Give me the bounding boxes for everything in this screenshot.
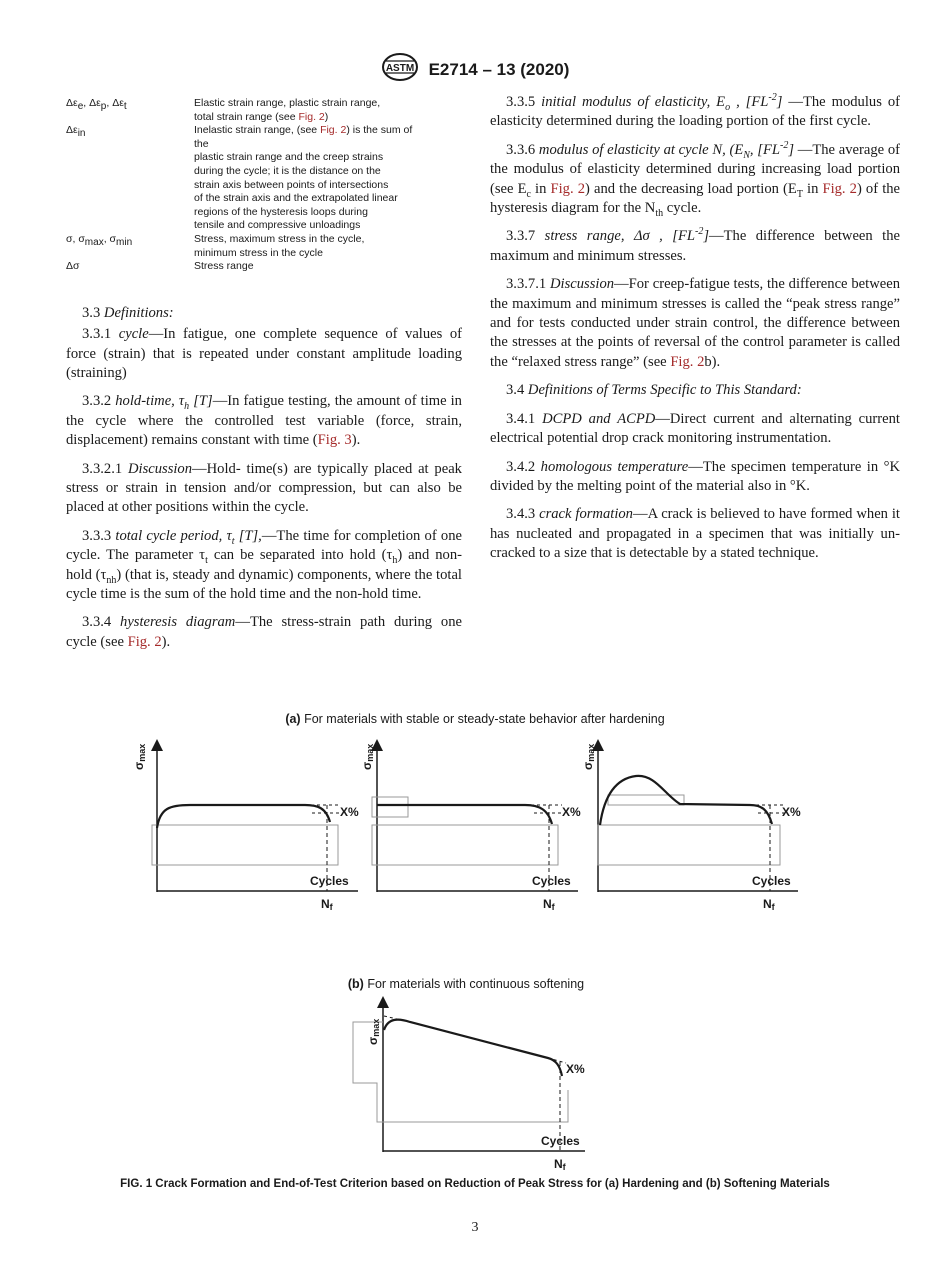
section-3-4-2: 3.4.2 homologous temperature—The specimen temperature in °K divided by the melting point of the material also in °K. — [490, 458, 900, 494]
plot-a1 — [132, 744, 359, 912]
figure-caption: FIG. 1 Crack Formation and End-of-Test Criterion based on Reduction of Peak Stress for (a) Hardening and (b) Softening Materials — [120, 1178, 830, 1190]
symbol-row — [66, 124, 462, 233]
symbol-table — [66, 97, 462, 274]
page-number: 3 — [471, 1220, 479, 1235]
fig-2-link[interactable]: Fig. 2 — [550, 180, 586, 197]
svg-text:X%: X% — [340, 805, 359, 819]
plot-a3 — [581, 744, 801, 912]
symbol-key: $\Delta\varepsilon_{in}$ — [66, 124, 86, 140]
symbol-description: Inelastic strain range, (see Fig. 2) is the sum of the plastic strain range and the creep strains during the cycle; it is the distance on the strain axis between points of intersections of the strain axis and the extrapolated linear regions of the hysteresis loops during tensile and compressive unloadings — [194, 124, 413, 232]
svg-text:σmax: σmax — [581, 743, 596, 770]
svg-text:X%: X% — [562, 805, 581, 819]
svg-text:Cycles: Cycles — [310, 874, 349, 888]
fig-2-link[interactable]: Fig. 2 — [127, 633, 162, 650]
fig-3-link[interactable]: Fig. 3 — [317, 432, 352, 449]
fig-2-link[interactable]: Fig. 2 — [298, 110, 325, 123]
figure-1-diagram — [0, 700, 950, 1180]
astm-logo — [381, 52, 419, 87]
symbol-row — [66, 97, 462, 124]
panel-a-title: (a) For materials with stable or steady-state behavior after hardening — [285, 712, 665, 726]
page-header — [0, 52, 950, 87]
section-3-4-3: 3.4.3 crack formation—A crack is believed to have formed when it has nucleated and propagated in a specimen that was initially un-cracked to a size that is detectable by a stated technique. — [490, 506, 900, 562]
symbol-key: σ, $\sigma_{max}$, $\sigma_{min}$ — [66, 232, 133, 249]
fig-2-link[interactable]: Fig. 2 — [822, 180, 857, 197]
section-3-3-2-1: 3.3.2.1 Discussion—Hold- time(s) are typically placed at peak stress or strain in tension and/or compression, but can also be placed at other positions within the cycle. — [66, 460, 462, 516]
panel-b-title: (b) For materials with continuous softening — [347, 977, 585, 991]
svg-text:Cycles: Cycles — [532, 874, 571, 888]
svg-text:Nf: Nf — [763, 897, 775, 912]
section-3-3-1: 3.3.1 cycle—In fatigue, one complete sequence of values of force (strain) that is repeated under constant amplitude loading (straining) — [66, 326, 462, 381]
svg-text:Cycles: Cycles — [752, 874, 791, 888]
symbol-row — [66, 260, 462, 274]
symbol-key: Δσ — [66, 260, 80, 273]
svg-text:σmax: σmax — [360, 743, 375, 770]
section-3-3-4: 3.3.4 hysteresis diagram—The stress-strain path during one cycle (see Fig. 2). — [66, 614, 463, 650]
figure-1 — [0, 700, 950, 1220]
svg-text:Nf: Nf — [543, 897, 555, 912]
section-3-3-2: 3.3.2 hold-time, $\tau_h$ [T]—In fatigue testing, the amount of time in the cycle where the controlled test variable (force, strain, displacement) remains constant with time (Fig. 3). — [66, 393, 462, 449]
section-3-3-3: 3.3.3 total cycle period, $\tau_t$ [T],—The time for completion of one cycle. The parameter $\tau_t$ can be separated into hold $(\tau_h)$ and non-hold $(\tau_{nh})$ (that is, steady and dynamic) components, where the total cycle time is the sum of the hold time and the non-hold time. — [66, 527, 463, 602]
document-designation: E2714 – 13 (2020) — [428, 59, 570, 79]
plot-a2 — [360, 744, 581, 912]
svg-text:σmax: σmax — [132, 743, 147, 770]
symbol-description: Stress, maximum stress in the cycle, minimum stress in the cycle — [194, 232, 365, 259]
svg-text:Nf: Nf — [321, 897, 333, 912]
symbol-row — [66, 233, 462, 260]
section-3-3-5: 3.3.5 initial modulus of elasticity, $E_o$ , $[FL^{-2}]$ —The modulus of elasticity determined during the loading portion of the first cycle. — [490, 92, 901, 130]
section-3-4-1: 3.4.1 DCPD and ACPD—Direct current and alternating current electrical potential drop crack monitoring instrumentation. — [490, 410, 900, 447]
section-3-3-7-1: 3.3.7.1 Discussion—For creep-fatigue tests, the difference between the maximum and minimum stresses is called the “peak stress range” and for tests conducted under strain control, the difference between the stresses at the points of reversal of the control parameter is called the “relaxed stress range” (see Fig. 2b). — [490, 276, 900, 370]
section-3-3: 3.3 Definitions: — [82, 304, 174, 321]
left-column — [66, 97, 462, 661]
plot-b — [353, 1002, 585, 1172]
section-3-3-6: 3.3.6 modulus of elasticity at cycle N, ($E_N$, $[FL^{-2}]$ —The average of the modulus of elasticity determined during increasing load portion (see $E_c$ in Fig. 2) and the decreasing load portion ($E_T$ in Fig. 2) of the hysteresis diagram for the $N_{th}$ cycle. — [490, 139, 901, 219]
svg-text:Nf: Nf — [554, 1157, 566, 1172]
section-3-3-7: 3.3.7 stress range, Δσ , $[FL^{-2}]—The$ difference between the maximum and minimum stresses. — [490, 226, 900, 264]
svg-text:Cycles: Cycles — [541, 1134, 580, 1148]
symbol-description: Elastic strain range, plastic strain range, total strain range (see Fig. 2) — [194, 97, 381, 123]
section-3-4: 3.4 Definitions of Terms Specific to This Standard: — [506, 382, 802, 399]
fig-2-link[interactable]: Fig. 2 — [670, 353, 705, 370]
svg-text:X%: X% — [782, 805, 801, 819]
fig-2-link[interactable]: Fig. 2 — [320, 124, 347, 137]
right-column — [490, 93, 900, 573]
svg-text:X%: X% — [566, 1062, 585, 1076]
symbol-description: Stress range — [194, 260, 254, 273]
svg-text:σmax: σmax — [366, 1018, 381, 1045]
symbol-key: $\Delta\varepsilon_e$, $\Delta\varepsilon_p$, $\Delta\varepsilon_t$ — [66, 97, 127, 113]
svg-text:ASTM: ASTM — [385, 63, 414, 74]
